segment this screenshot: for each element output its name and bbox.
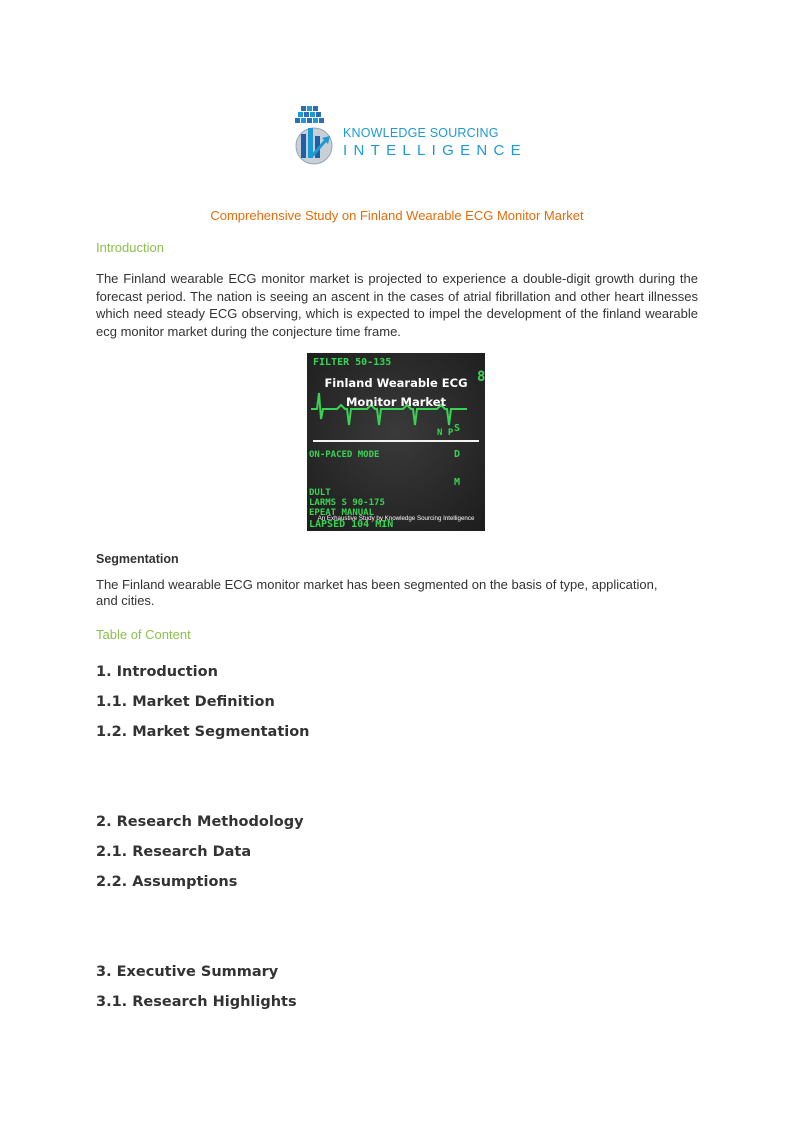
company-logo: [292, 104, 527, 166]
segmentation-paragraph: The Finland wearable ECG monitor market has been segmented on the basis of type, application, and cities.: [96, 577, 658, 608]
monitor-mode-text: ON-PACED MODE: [309, 450, 380, 460]
toc-item-market-definition: 1.1. Market Definition: [96, 694, 275, 710]
cover-title-line-1: Finland Wearable ECG: [324, 376, 468, 390]
toc-item-research-highlights: 3.1. Research Highlights: [96, 994, 297, 1010]
document-title: Comprehensive Study on Finland Wearable ECG Monitor Market: [210, 208, 584, 223]
toc-item-introduction: 1. Introduction: [96, 664, 218, 680]
introduction-heading: Introduction: [96, 240, 164, 255]
toc-item-research-data: 2.1. Research Data: [96, 844, 252, 860]
toc-heading: Table of Content: [96, 627, 191, 642]
monitor-side-np: N P: [437, 428, 454, 438]
monitor-larms-text: LARMS S 90-175: [309, 498, 385, 508]
monitor-dult-text: DULT: [309, 488, 331, 498]
monitor-filter-text: FILTER 50-135: [313, 357, 392, 368]
monitor-side-d: D: [454, 449, 461, 460]
toc-item-executive-summary: 3. Executive Summary: [96, 964, 279, 980]
segmentation-heading: Segmentation: [96, 552, 179, 566]
logo-line-2: INTELLIGENCE: [343, 142, 527, 159]
introduction-paragraph: The Finland wearable ECG monitor market is projected to experience a double-digit growth during the forecast period. The nation is seeing an ascent in the cases of atrial fibrillation and other heart illnesses which need steady ECG observing, which is expected to impel the development of the finland wearable ecg monitor market during the conjecture time frame.: [96, 271, 698, 339]
logo-line-1: KNOWLEDGE SOURCING: [343, 126, 499, 140]
toc-item-market-segmentation: 1.2. Market Segmentation: [96, 724, 310, 740]
cover-caption: An Exhaustive Study by Knowledge Sourcing Intelligence: [317, 515, 475, 522]
monitor-epeat-text: EPEAT MANUAL: [309, 508, 375, 518]
monitor-side-8: 8: [477, 369, 485, 385]
monitor-lapsed-text: LAPSED 104 MIN: [309, 519, 394, 530]
monitor-side-s: S: [454, 423, 461, 434]
cover-title-line-2: Monitor Market: [345, 395, 447, 409]
monitor-side-m: M: [454, 477, 461, 488]
toc-item-assumptions: 2.2. Assumptions: [96, 874, 238, 890]
report-cover-image: [307, 353, 485, 531]
logo-chart-arrow-icon: [292, 104, 338, 166]
toc-item-research-methodology: 2. Research Methodology: [96, 814, 304, 830]
